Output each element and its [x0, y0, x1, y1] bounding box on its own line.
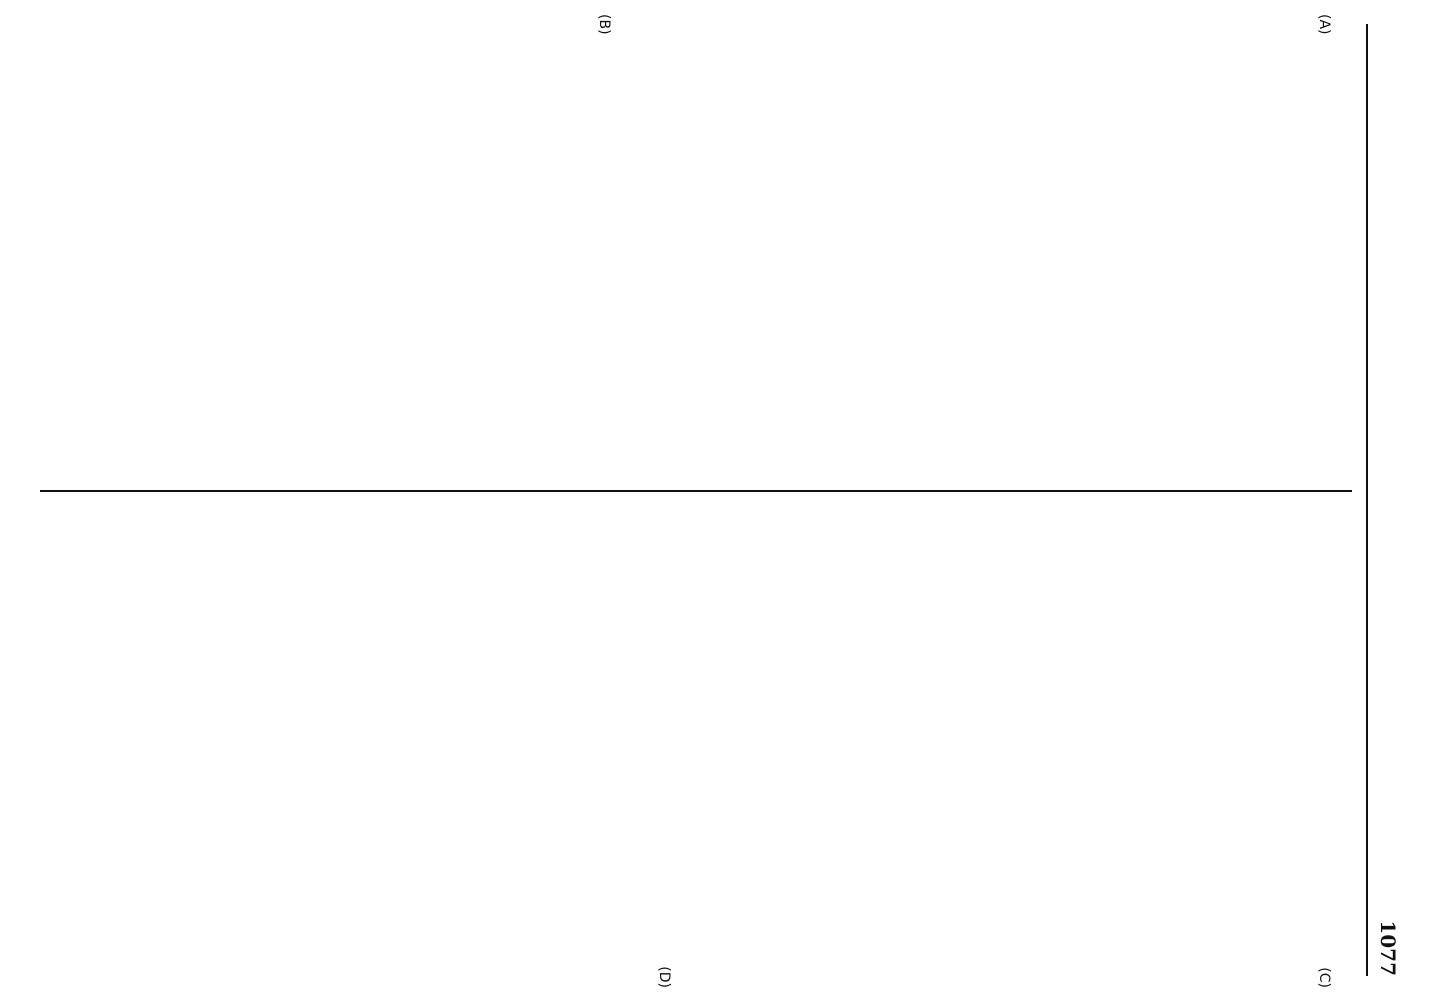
- page-header: [1366, 24, 1408, 976]
- margin-marker-d: (D): [656, 966, 672, 988]
- digitization-credit-strip: [4, 568, 20, 988]
- column-divider: [40, 490, 1352, 492]
- digitization-credit-text: [4, 568, 20, 988]
- left-column: [40, 40, 1352, 470]
- margin-marker-b: (B): [596, 14, 612, 35]
- page-number: 1077: [1376, 920, 1400, 976]
- margin-marker-a: (A): [1316, 14, 1332, 35]
- margin-marker-c: (C): [1316, 967, 1332, 988]
- right-column: [40, 510, 1352, 940]
